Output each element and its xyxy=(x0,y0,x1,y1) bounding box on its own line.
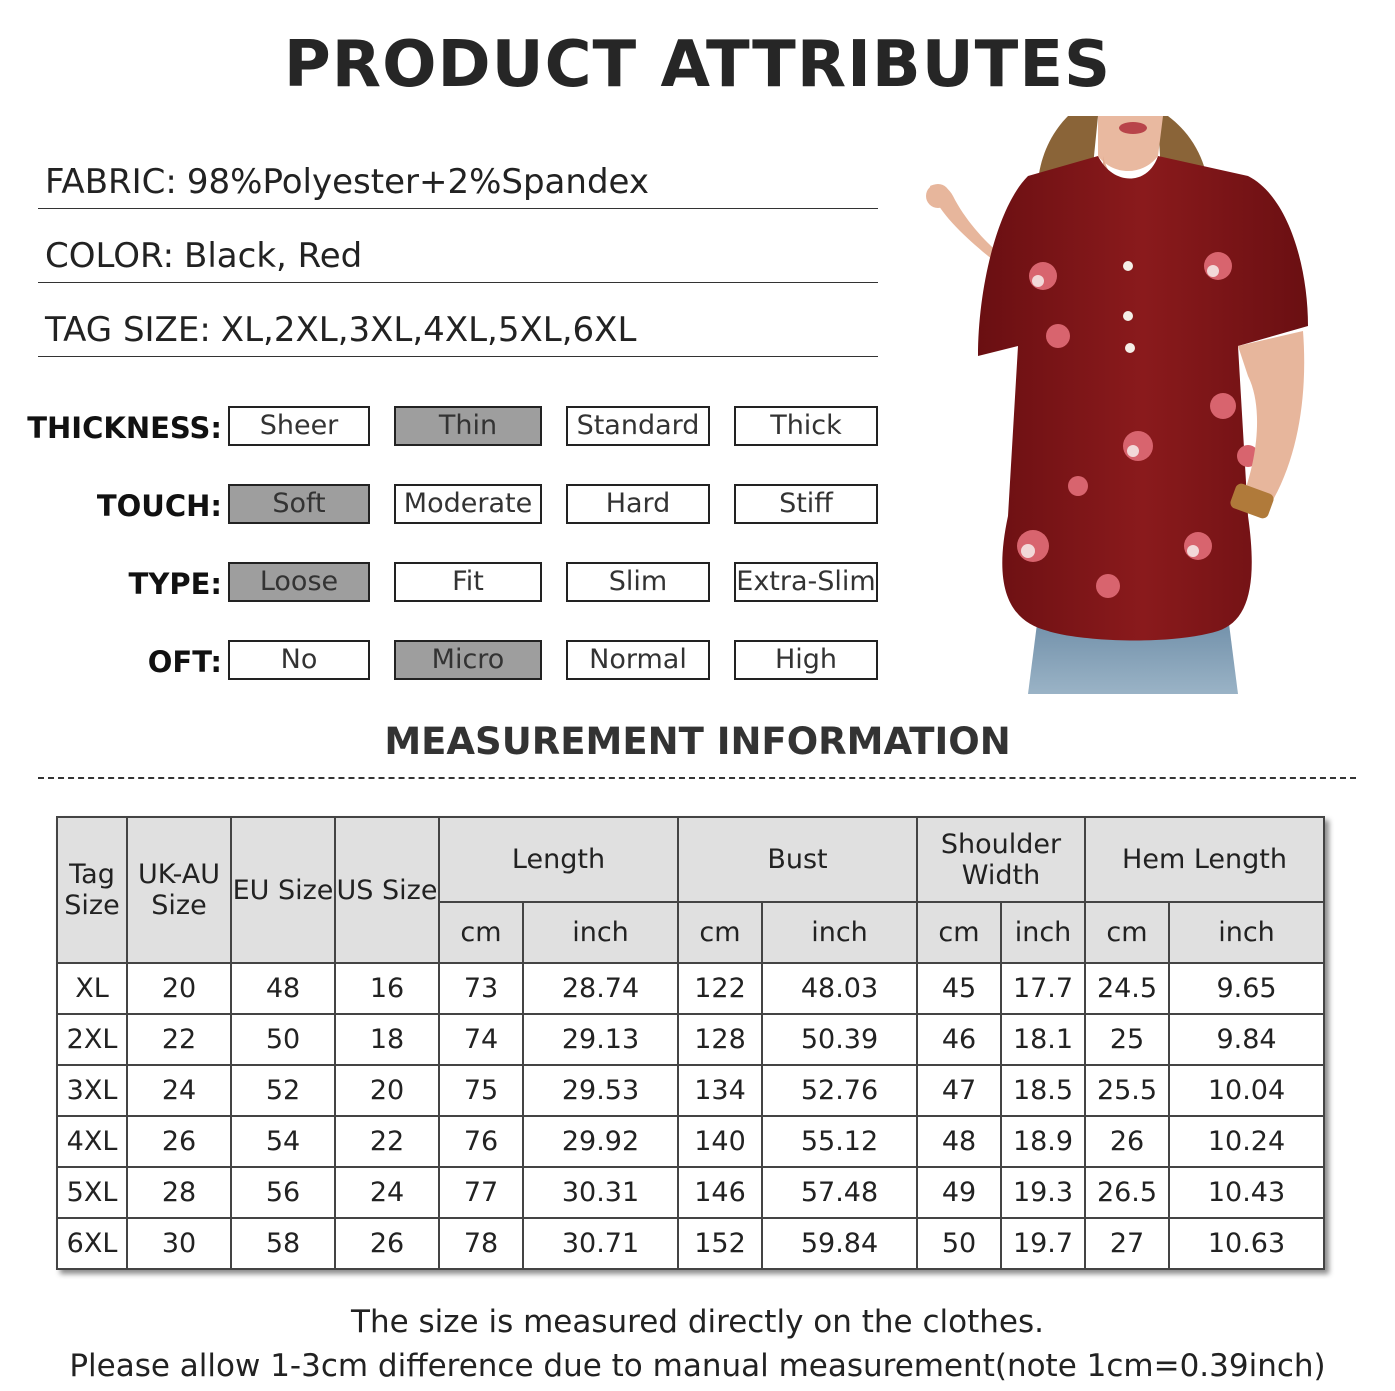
table-cell: 25 xyxy=(1085,1014,1169,1065)
header-hem-inch: inch xyxy=(1169,902,1324,963)
option-row-label: TOUCH: xyxy=(96,489,222,523)
fabric-label: FABRIC: xyxy=(45,162,177,202)
header-bust-inch: inch xyxy=(762,902,917,963)
header-shoulder-cm: cm xyxy=(917,902,1001,963)
table-cell: 26.5 xyxy=(1085,1167,1169,1218)
table-cell: 78 xyxy=(439,1218,523,1269)
note-line: Please allow 1-3cm difference due to manual measurement(note 1cm=0.39inch) xyxy=(69,1348,1326,1384)
table-cell: 54 xyxy=(231,1116,335,1167)
table-cell: 122 xyxy=(678,963,762,1014)
table-cell: 77 xyxy=(439,1167,523,1218)
table-cell: 45 xyxy=(917,963,1001,1014)
table-cell: 27 xyxy=(1085,1218,1169,1269)
option-box: Loose xyxy=(228,562,370,602)
table-cell: 24 xyxy=(127,1065,231,1116)
header-hem-length: Hem Length xyxy=(1085,817,1324,902)
table-cell: 52 xyxy=(231,1065,335,1116)
table-cell: 17.7 xyxy=(1001,963,1085,1014)
table-cell: 58 xyxy=(231,1218,335,1269)
option-box: Slim xyxy=(566,562,710,602)
size-table xyxy=(56,816,1325,1270)
table-cell: 73 xyxy=(439,963,523,1014)
page-title: PRODUCT ATTRIBUTES xyxy=(283,28,1112,102)
table-cell: 25.5 xyxy=(1085,1065,1169,1116)
option-box: Soft xyxy=(228,484,370,524)
size-table-container xyxy=(56,816,1325,1270)
size-table-body xyxy=(57,963,1324,1269)
option-box: Hard xyxy=(566,484,710,524)
table-cell: 28.74 xyxy=(523,963,678,1014)
table-cell: 2XL xyxy=(57,1014,127,1065)
table-cell: 10.43 xyxy=(1169,1167,1324,1218)
header-length-cm: cm xyxy=(439,902,523,963)
tag-size-value: XL,2XL,3XL,4XL,5XL,6XL xyxy=(220,310,637,350)
table-cell: 18.5 xyxy=(1001,1065,1085,1116)
option-box: High xyxy=(734,640,878,680)
color-label: COLOR: xyxy=(45,236,175,276)
table-cell: 30.71 xyxy=(523,1218,678,1269)
table-cell: 128 xyxy=(678,1014,762,1065)
note-line: The size is measured directly on the clothes. xyxy=(351,1304,1044,1340)
fabric-value: 98%Polyester+2%Spandex xyxy=(186,162,649,202)
color-value: Black, Red xyxy=(184,236,363,276)
table-cell: 26 xyxy=(127,1116,231,1167)
option-box: Thin xyxy=(394,406,542,446)
table-cell: 50 xyxy=(917,1218,1001,1269)
table-row xyxy=(57,963,1324,1014)
table-cell: 22 xyxy=(127,1014,231,1065)
option-box: No xyxy=(228,640,370,680)
table-cell: 10.04 xyxy=(1169,1065,1324,1116)
table-cell: 47 xyxy=(917,1065,1001,1116)
table-row xyxy=(57,1014,1324,1065)
model-photo xyxy=(918,116,1318,694)
notes xyxy=(0,1300,1395,1388)
table-cell: 48.03 xyxy=(762,963,917,1014)
table-cell: 49 xyxy=(917,1167,1001,1218)
option-box: Stiff xyxy=(734,484,878,524)
measurement-title: MEASUREMENT INFORMATION xyxy=(384,720,1011,763)
option-box: Standard xyxy=(566,406,710,446)
table-cell: 30 xyxy=(127,1218,231,1269)
table-cell: 50.39 xyxy=(762,1014,917,1065)
table-cell: 29.92 xyxy=(523,1116,678,1167)
option-box: Sheer xyxy=(228,406,370,446)
table-cell: 10.24 xyxy=(1169,1116,1324,1167)
table-cell: 18.9 xyxy=(1001,1116,1085,1167)
table-cell: 4XL xyxy=(57,1116,127,1167)
table-cell: 30.31 xyxy=(523,1167,678,1218)
table-cell: 48 xyxy=(917,1116,1001,1167)
color-attribute xyxy=(38,230,878,283)
table-cell: 146 xyxy=(678,1167,762,1218)
table-cell: 28 xyxy=(127,1167,231,1218)
table-cell: 18.1 xyxy=(1001,1014,1085,1065)
table-cell: 9.84 xyxy=(1169,1014,1324,1065)
option-box: Thick xyxy=(734,406,878,446)
table-cell: 55.12 xyxy=(762,1116,917,1167)
table-cell: 48 xyxy=(231,963,335,1014)
table-row xyxy=(57,1218,1324,1269)
tag-size-attribute xyxy=(38,304,878,357)
header-bust-cm: cm xyxy=(678,902,762,963)
table-cell: 56 xyxy=(231,1167,335,1218)
table-cell: 46 xyxy=(917,1014,1001,1065)
table-cell: 52.76 xyxy=(762,1065,917,1116)
dashed-divider xyxy=(38,777,1356,779)
option-row xyxy=(0,562,900,606)
table-cell: 29.13 xyxy=(523,1014,678,1065)
tag-size-label: TAG SIZE: xyxy=(45,310,211,350)
fabric-attribute xyxy=(38,156,878,209)
option-row-label: THICKNESS: xyxy=(27,411,222,445)
option-box: Extra-Slim xyxy=(734,562,878,602)
option-box: Micro xyxy=(394,640,542,680)
header-length-inch: inch xyxy=(523,902,678,963)
table-cell: 26 xyxy=(1085,1116,1169,1167)
option-row xyxy=(0,484,900,528)
table-cell: 22 xyxy=(335,1116,439,1167)
table-cell: 29.53 xyxy=(523,1065,678,1116)
header-eu-size: EU Size xyxy=(231,817,335,963)
table-cell: 10.63 xyxy=(1169,1218,1324,1269)
header-shoulder-inch: inch xyxy=(1001,902,1085,963)
table-cell: 74 xyxy=(439,1014,523,1065)
header-us-size: US Size xyxy=(335,817,439,963)
table-row xyxy=(57,1167,1324,1218)
table-cell: 75 xyxy=(439,1065,523,1116)
header-hem-cm: cm xyxy=(1085,902,1169,963)
option-row xyxy=(0,640,900,684)
table-cell: 18 xyxy=(335,1014,439,1065)
option-row xyxy=(0,406,900,450)
table-cell: 152 xyxy=(678,1218,762,1269)
table-cell: 5XL xyxy=(57,1167,127,1218)
table-cell: 3XL xyxy=(57,1065,127,1116)
table-cell: XL xyxy=(57,963,127,1014)
option-box: Moderate xyxy=(394,484,542,524)
table-cell: 24 xyxy=(335,1167,439,1218)
table-row xyxy=(57,1116,1324,1167)
table-cell: 76 xyxy=(439,1116,523,1167)
table-cell: 59.84 xyxy=(762,1218,917,1269)
option-box: Fit xyxy=(394,562,542,602)
table-row xyxy=(57,1065,1324,1116)
option-row-label: TYPE: xyxy=(128,567,222,601)
table-cell: 6XL xyxy=(57,1218,127,1269)
table-cell: 134 xyxy=(678,1065,762,1116)
table-cell: 50 xyxy=(231,1014,335,1065)
table-cell: 57.48 xyxy=(762,1167,917,1218)
header-length: Length xyxy=(439,817,678,902)
table-cell: 16 xyxy=(335,963,439,1014)
option-box: Normal xyxy=(566,640,710,680)
table-cell: 26 xyxy=(335,1218,439,1269)
header-shoulder-width: Shoulder Width xyxy=(917,817,1085,902)
option-row-label: OFT: xyxy=(147,645,222,679)
table-cell: 140 xyxy=(678,1116,762,1167)
table-cell: 19.7 xyxy=(1001,1218,1085,1269)
table-cell: 19.3 xyxy=(1001,1167,1085,1218)
table-cell: 20 xyxy=(127,963,231,1014)
header-tag-size: Tag Size xyxy=(57,817,127,963)
table-cell: 24.5 xyxy=(1085,963,1169,1014)
table-cell: 9.65 xyxy=(1169,963,1324,1014)
header-ukau-size: UK-AU Size xyxy=(127,817,231,963)
header-bust: Bust xyxy=(678,817,917,902)
table-cell: 20 xyxy=(335,1065,439,1116)
